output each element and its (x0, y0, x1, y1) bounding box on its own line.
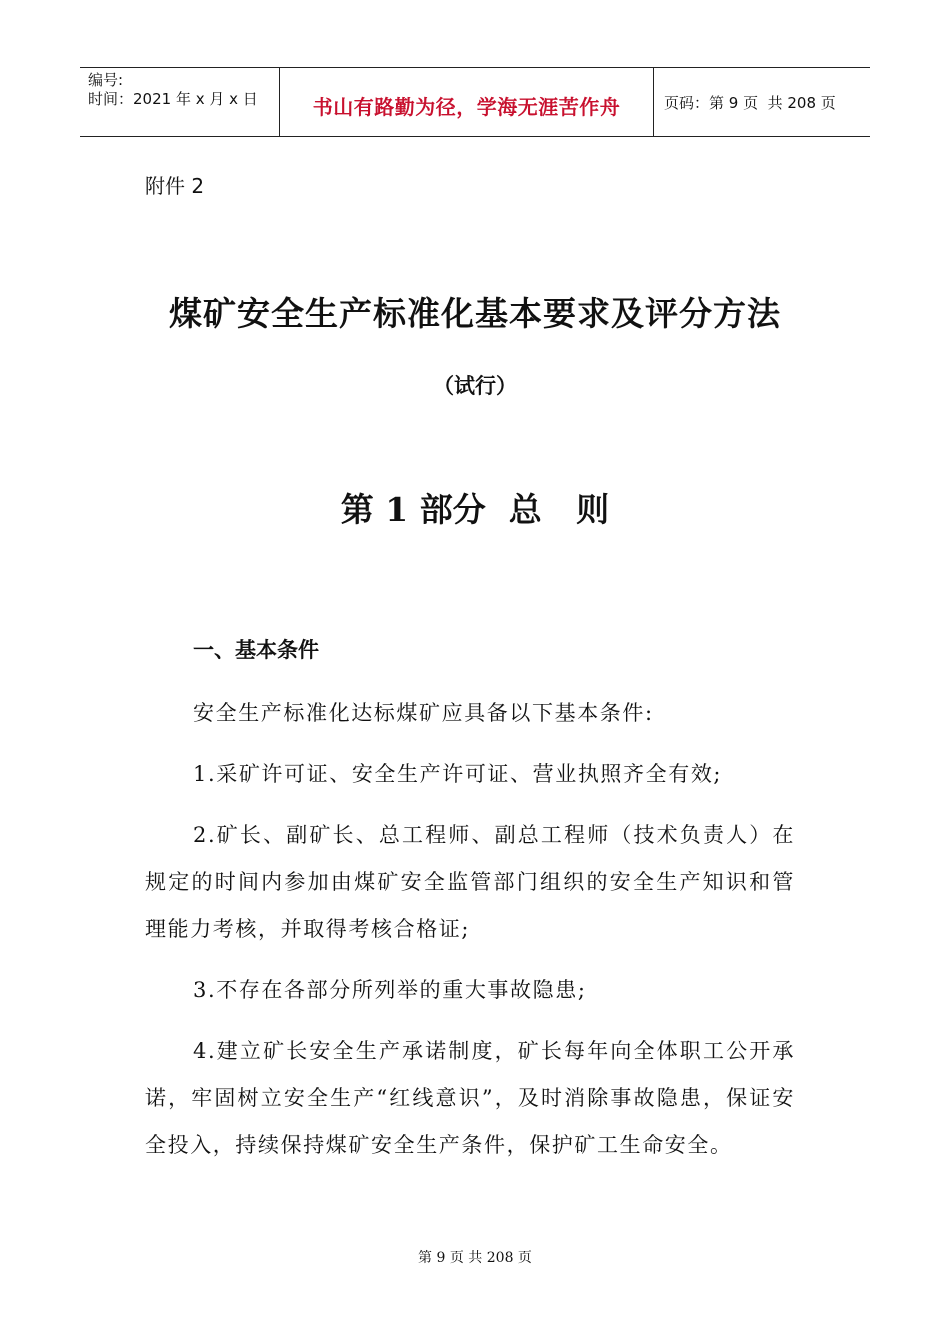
paragraph-intro: 安全生产标准化达标煤矿应具备以下基本条件: (193, 701, 654, 725)
header-table (80, 67, 870, 137)
section-heading: 一、基本条件 (193, 638, 319, 662)
document-time-label: 时间：2021 年 x 月 x 日 (88, 90, 258, 108)
header-motto: 书山有路勤为径，学海无涯苦作舟 (312, 94, 621, 119)
document-number-label: 编号: (88, 71, 124, 89)
page-footer: 第 9 页 共 208 页 (418, 1250, 532, 1266)
paragraph-item-2: 2.矿长、副矿长、总工程师、副总工程师（技术负责人）在规定的时间内参加由煤矿安全监管部门组织的安全生产知识和管理能力考核，并取得考核合格证; (145, 823, 795, 941)
header-page-cell (654, 68, 870, 136)
paragraph-item-1: 1.采矿许可证、安全生产许可证、营业执照齐全有效; (193, 762, 723, 786)
paragraph-item-3: 3.不存在各部分所列举的重大事故隐患; (193, 978, 587, 1002)
attachment-label: 附件 2 (145, 174, 205, 198)
header-page-label: 页码：第 9 页 共 208 页 (664, 93, 836, 112)
paragraph-item-4: 4.建立矿长安全生产承诺制度，矿长每年向全体职工公开承诺，牢固树立安全生产“红线意识”，及时消除事故隐患，保证安全投入，持续保持煤矿安全生产条件，保护矿工生命安全。 (145, 1039, 795, 1157)
document-title: 煤矿安全生产标准化基本要求及评分方法 (169, 294, 781, 333)
header-meta-cell (80, 68, 280, 136)
header-motto-cell (280, 68, 654, 136)
body-text (145, 690, 795, 1183)
part-title: 第 1 部分 总 则 (340, 490, 610, 529)
document-subtitle: （试行） (433, 374, 517, 398)
